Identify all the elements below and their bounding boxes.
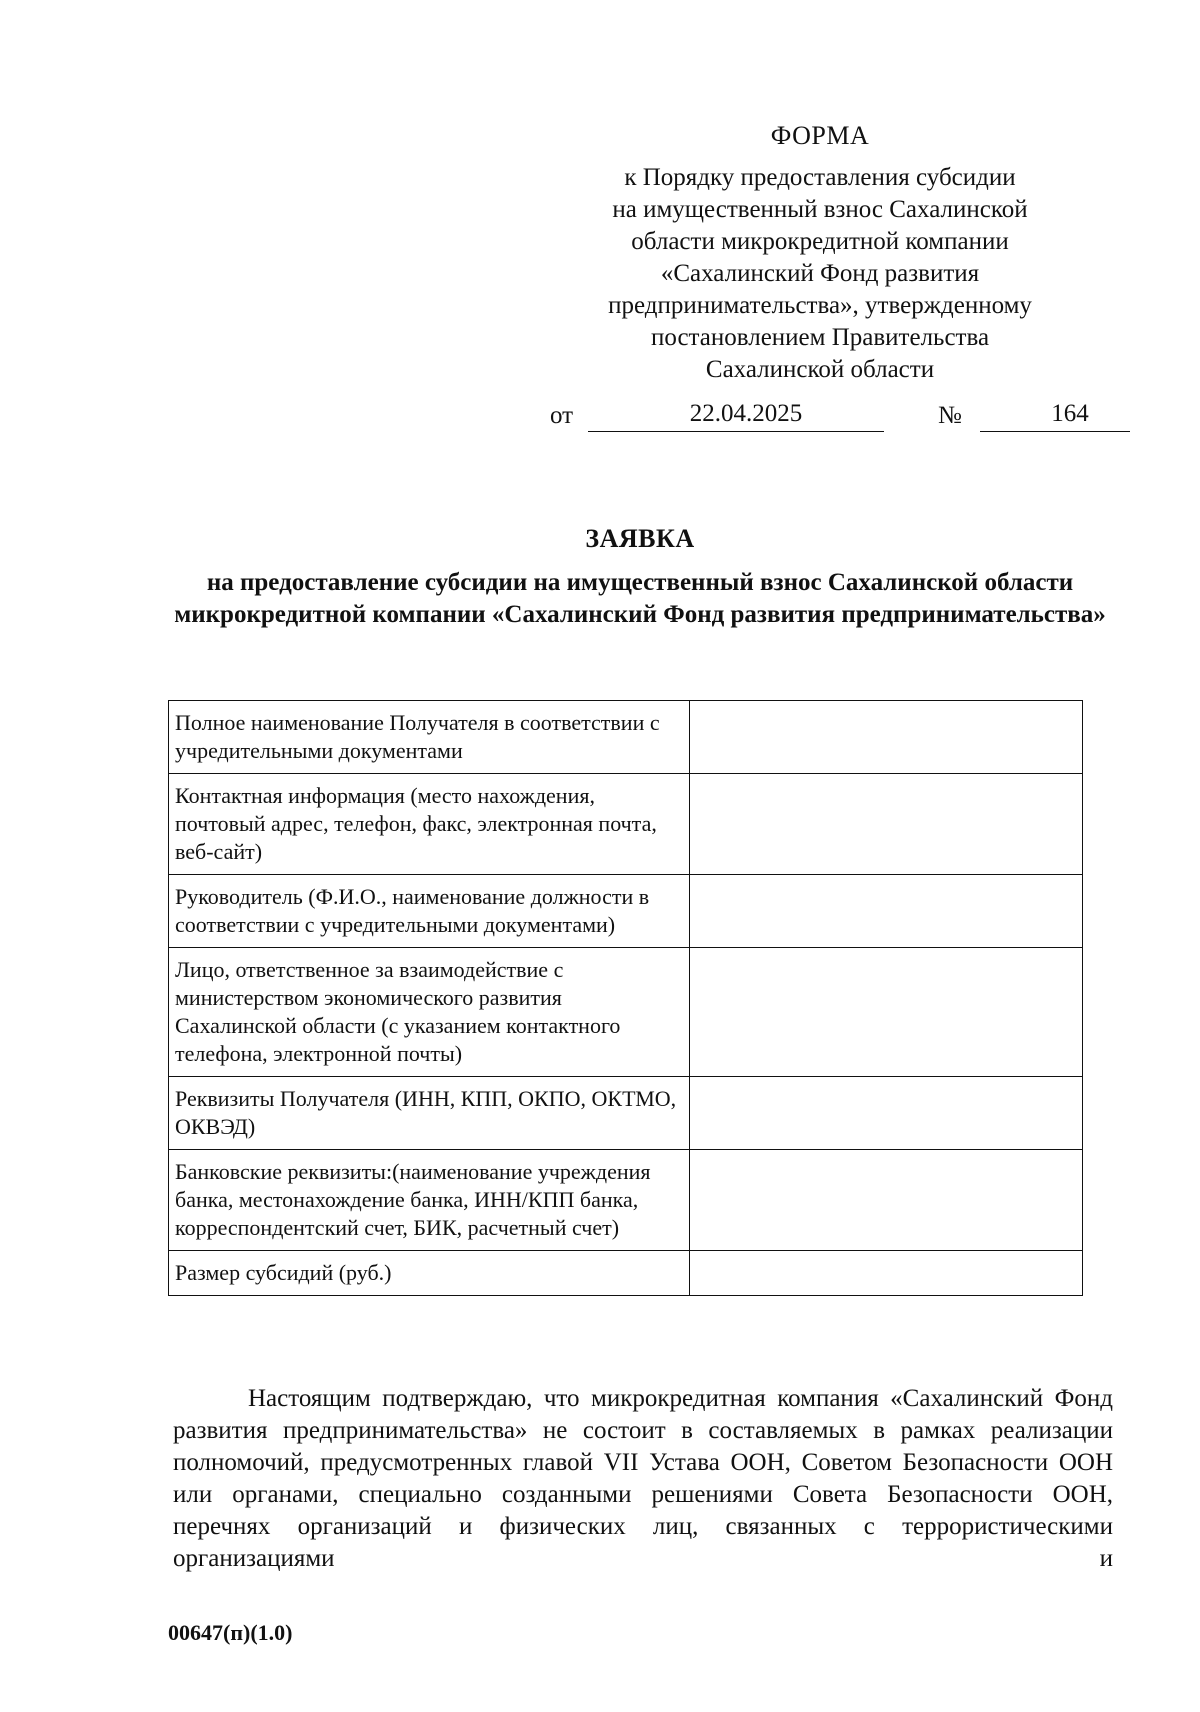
table-row	[169, 1077, 1083, 1150]
form-header-line: «Сахалинский Фонд развития	[660, 260, 980, 287]
table-row	[169, 701, 1083, 774]
resolution-number: 164	[980, 400, 1130, 432]
application-title-block	[150, 523, 1130, 631]
application-title: ЗАЯВКА	[585, 524, 695, 553]
table-row	[169, 1150, 1083, 1251]
date-label: от	[550, 402, 574, 429]
reference-line	[550, 400, 1130, 440]
form-header-line: Сахалинской области	[705, 356, 935, 383]
row-label: Руководитель (Ф.И.О., наименование должности в соответствии с учредительными документами)	[169, 875, 690, 948]
form-header-line: области микрокредитной компании	[631, 228, 1009, 255]
row-label: Размер субсидий (руб.)	[169, 1251, 690, 1296]
table-row	[169, 948, 1083, 1077]
application-subtitle: на предоставление субсидии на имущественный взнос Сахалинской области микрокредитной компании «Сахалинский Фонд развития предпринимательства»	[174, 569, 1106, 628]
table-row	[169, 875, 1083, 948]
row-label: Реквизиты Получателя (ИНН, КПП, ОКПО, ОКТМО, ОКВЭД)	[169, 1077, 690, 1150]
row-value	[689, 948, 1082, 1077]
table-row	[169, 774, 1083, 875]
row-value	[689, 1077, 1082, 1150]
paragraph-text: Настоящим подтверждаю, что микрокредитная компания «Сахалинский Фонд развития предпринимательства» не состоит в составляемых в рамках реализации полномочий, предусмотренных главой VII Устава ООН, Советом Безопасности ООН или органами, специально созданными решениями Совета Безопасности ООН, перечнях организаций и физических лиц, связанных с террористическими организациями и	[173, 1385, 1113, 1572]
table-row	[169, 1251, 1083, 1296]
form-header	[560, 120, 1080, 386]
number-label: №	[938, 402, 962, 429]
document-code: 00647(п)(1.0)	[168, 1620, 293, 1645]
row-label: Лицо, ответственное за взаимодействие с министерством экономического развития Сахалинской области (с указанием контактного телефона, электронной почты)	[169, 948, 690, 1077]
row-label: Банковские реквизиты:(наименование учреждения банка, местонахождение банка, ИНН/КПП банка, корреспондентский счет, БИК, расчетный счет)	[169, 1150, 690, 1251]
requisites-table	[168, 700, 1083, 1296]
resolution-date: 22.04.2025	[588, 400, 884, 432]
row-value	[689, 774, 1082, 875]
form-header-line: предпринимательства», утвержденному	[608, 292, 1032, 319]
form-header-line: на имущественный взнос Сахалинской	[612, 196, 1028, 223]
row-value	[689, 875, 1082, 948]
form-header-line: к Порядку предоставления субсидии	[624, 164, 1016, 191]
row-value	[689, 1251, 1082, 1296]
row-value	[689, 1150, 1082, 1251]
row-value	[689, 701, 1082, 774]
form-title: ФОРМА	[770, 121, 870, 150]
row-label: Полное наименование Получателя в соответствии с учредительными документами	[169, 701, 690, 774]
row-label: Контактная информация (место нахождения, почтовый адрес, телефон, факс, электронная почта, веб-сайт)	[169, 774, 690, 875]
form-header-line: постановлением Правительства	[650, 324, 990, 351]
confirmation-paragraph	[173, 1383, 1113, 1575]
